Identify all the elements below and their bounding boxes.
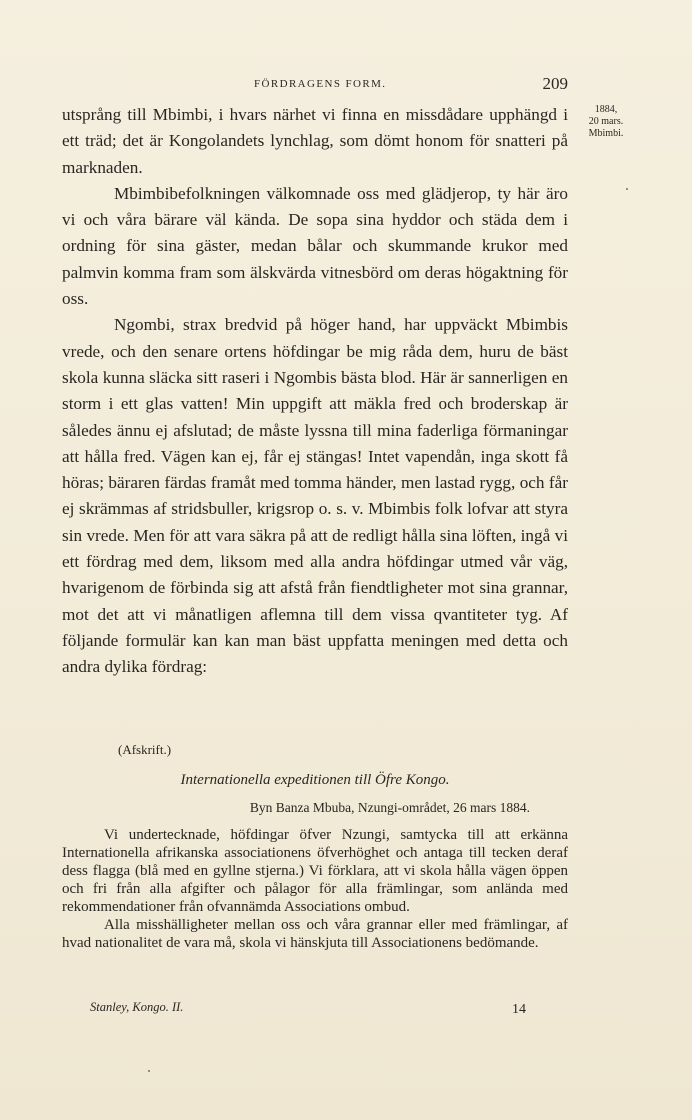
document-title: Internationella expeditionen till Öfre Kongo. — [180, 772, 450, 788]
paragraph: utsprång till Mbimbi, i hvars närhet vi finna en missdådare upphängd i ett träd; det är Kongolandets lynchlag, som dömt honom för snatteri på marknaden. — [62, 105, 568, 177]
treaty-paragraph: Alla misshälligheter mellan oss och våra grannar eller med främlingar, af hvad nationalitet de vara må, skola vi hänskjuta till Associationens bedömande. — [62, 917, 568, 951]
paragraph: Ngombi, strax bredvid på höger hand, har uppväckt Mbimbis vrede, och den senare ortens höfdingar be mig råda dem, huru de bäst skola kunna släcka sitt raseri i Ngombis bästa blod. Här är sannerligen en storm i ett glas vatten! Min uppgift att mäkla fred och broderskap är således ännu ej afslutad; de måste lyssna till mina faderliga förmaningar att hålla fred. Vägen kan ej, får ej stängas! Intet vapendån, inga skott få höras; bäraren färdas framåt med tomma händer, men lastad rygg, och får ej skrämmas af stridsbuller, krigsrop o. s. v. Mbimbis folk lofvar att styra sin vrede. Men för att vara säkra på att de redligt hålla sina löften, ingå vi ett fördrag med dem, liksom med alla andra höfdingar utmed vår väg, hvarigenom de förbinda sig att afstå från fiendtligheter mot sina grannar, mot det att vi månatligen aflemna till dem vissa qvantiteter tyg. Af följande formulär kan kan man bäst uppfatta meningen med detta och andra dylika fördrag: — [62, 315, 568, 677]
page-header — [62, 74, 568, 98]
page-number: 209 — [542, 74, 568, 93]
running-title: FÖRDRAGENS FORM. — [254, 78, 387, 90]
paper-speck — [626, 188, 628, 190]
page-footer — [62, 1000, 568, 1020]
margin-note-place: Mbimbi. — [588, 128, 624, 139]
signature-mark: Stanley, Kongo. II. — [90, 1000, 184, 1014]
margin-note-date: 20 mars. — [588, 116, 624, 127]
sheet-number: 14 — [512, 1002, 526, 1017]
copy-label: (Afskrift.) — [118, 742, 172, 757]
margin-note-year: 1884, — [594, 104, 618, 115]
paragraph: Mbimbibefolkningen välkomnade oss med glädjerop, ty här äro vi och våra bärare väl kända. De sopa sina hyddor och städa dem i ordning för sina gäster, medan bålar och skummande krukor med palmvin komma fram som älskvärda vitnesbörd om deras högaktning för oss. — [62, 183, 568, 309]
paper-speck — [148, 1070, 150, 1072]
margin-note — [576, 104, 636, 140]
treaty-paragraph: Vi undertecknade, höfdingar öfver Nzungi, samtycka till att erkänna Internationella afrikanska associationens öfverhöghet och antaga till tecken deraf dess flagga (blå med en gyllne stjerna.) Vi förklara, att vi skola hålla vägen öppen och fri från alla afgifter och pålagor för alla främlingar, som anlända med rekommendationer från ofvannämda Associations ombud. — [62, 827, 568, 915]
main-text — [62, 102, 568, 681]
treaty-text — [62, 826, 568, 952]
document-dateline: Byn Banza Mbuba, Nzungi-området, 26 mars 1884. — [249, 800, 530, 815]
